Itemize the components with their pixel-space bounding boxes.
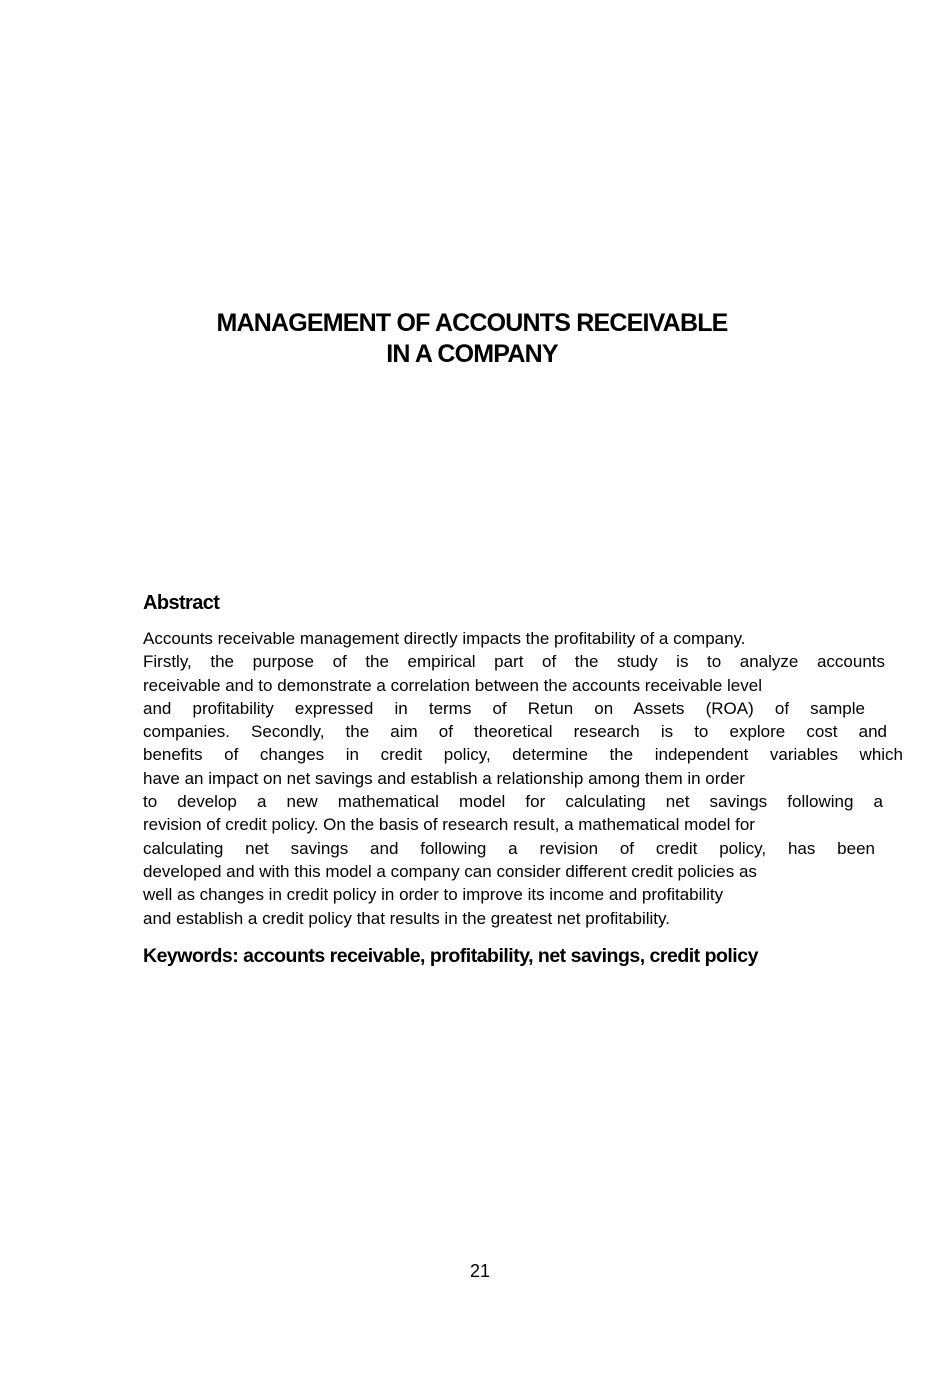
abstract-line: have an impact on net savings and establish a relationship among them in order (143, 768, 745, 788)
abstract-body (143, 627, 905, 930)
abstract-line: calculating net savings and following a revision of credit policy, has been (143, 838, 875, 858)
abstract-line: receivable and to demonstrate a correlation between the accounts receivable level (143, 675, 762, 695)
abstract-line: revision of credit policy. On the basis of research result, a mathematical model for (143, 815, 755, 835)
title-line-1: MANAGEMENT OF ACCOUNTS RECEIVABLE (216, 309, 728, 337)
abstract-line: companies. Secondly, the aim of theoretical research is to explore cost and (143, 722, 887, 742)
title-line-2: IN A COMPANY (386, 340, 558, 368)
abstract-line: Firstly, the purpose of the empirical part of the study is to analyze accounts (143, 652, 885, 672)
paper-title (0, 308, 944, 370)
abstract-line: Accounts receivable management directly impacts the profitability of a company. (143, 629, 746, 648)
abstract-line: developed and with this model a company can consider different credit policies as (143, 861, 757, 881)
abstract-line: benefits of changes in credit policy, determine the independent variables which (143, 745, 903, 765)
abstract-line: and establish a credit policy that results in the greatest net profitability. (143, 908, 670, 928)
keywords: Keywords: accounts receivable, profitability, net savings, credit policy (143, 944, 758, 967)
abstract-line: and profitability expressed in terms of Retun on Assets (ROA) of sample (143, 698, 865, 718)
abstract-section (143, 590, 905, 969)
page-number: 21 (469, 1261, 491, 1281)
abstract-line: well as changes in credit policy in order to improve its income and profitability (143, 885, 724, 905)
abstract-heading: Abstract (143, 592, 220, 614)
abstract-line: to develop a new mathematical model for calculating net savings following a (143, 792, 883, 812)
